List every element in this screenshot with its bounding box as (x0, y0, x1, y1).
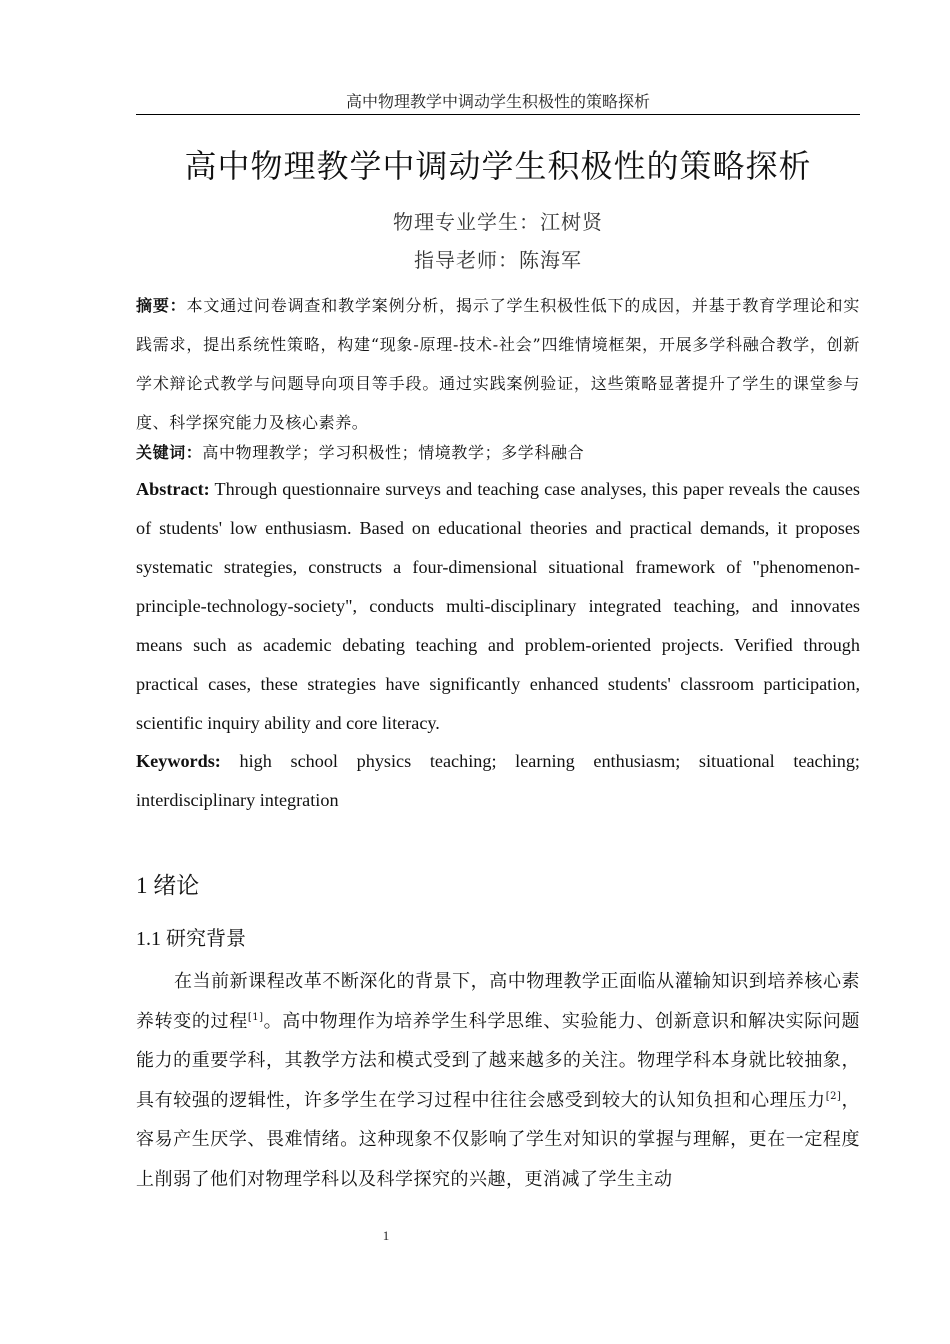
citation-ref-1: [1] (247, 1011, 264, 1023)
body-text-part2: 。高中物理作为培养学生科学思维、实验能力、创新意识和解决实际问题能力的重要学科，其教学方法和模式受到了越来越多的关注。物理学科本身就比较抽象，具有较强的逻辑性，许多学生在学习过程中往往会感受到较大的认知负担和心理压力 (136, 1010, 860, 1111)
abstract-en-text: Through questionnaire surveys and teaching case analyses, this paper reveals the causes of students' low enthusiasm. Based on educational theories and practical demands, it proposes systematic strategies, constructs a four-dimensional situational framework of "phenomenon-principle-technology-society", conducts multi-disciplinary integrated teaching, and innovates means such as academic debating teaching and problem-oriented projects. Verified through practical cases, these strategies have significantly enhanced students' classroom participation, scientific inquiry ability and core literacy. (136, 479, 860, 733)
body-paragraph (136, 962, 860, 1199)
citation-ref-2: [2] (825, 1090, 842, 1102)
subsection-heading: 1.1 研究背景 (136, 928, 246, 950)
paper-title: 高中物理教学中调动学生积极性的策略探析 (184, 147, 812, 185)
body-text-part3: ，容易产生厌学、畏难情绪。这种现象不仅影响了学生对知识的掌握与理解，更在一定程度上削弱了他们对物理学科以及科学探究的兴趣，更消减了学生主动 (136, 1089, 860, 1190)
abstract-cn (136, 286, 860, 442)
keywords-cn (136, 436, 860, 470)
header-rule (136, 114, 860, 115)
keywords-en (136, 742, 860, 820)
keywords-cn-label: 关键词： (136, 443, 203, 462)
student-author: 物理专业学生：江树贤 (393, 210, 603, 234)
keywords-en-label: Keywords: (136, 751, 221, 771)
advisor: 指导老师：陈海军 (414, 248, 582, 272)
running-header: 高中物理教学中调动学生积极性的策略探析 (345, 92, 650, 111)
abstract-cn-text: 本文通过问卷调查和教学案例分析，揭示了学生积极性低下的成因，并基于教育学理论和实践需求，提出系统性策略，构建“现象-原理-技术-社会”四维情境框架，开展多学科融合教学，创新学术辩论式教学与问题导向项目等手段。通过实践案例验证，这些策略显著提升了学生的课堂参与度、科学探究能力及核心素养。 (136, 296, 860, 432)
abstract-en-label: Abstract: (136, 479, 210, 499)
keywords-cn-text: 高中物理教学；学习积极性；情境教学；多学科融合 (202, 443, 585, 462)
abstract-en (136, 470, 860, 743)
body-text-part1: 在当前新课程改革不断深化的背景下，高中物理教学正面临从灌输知识到培养核心素养转变的过程 (136, 971, 860, 1032)
keywords-en-text: high school physics teaching; learning enthusiasm; situational teaching; interdisciplinary integration (136, 751, 860, 810)
section-heading: 1 绪论 (136, 873, 200, 898)
abstract-cn-label: 摘要： (136, 296, 187, 315)
page-number: 1 (382, 1228, 390, 1243)
